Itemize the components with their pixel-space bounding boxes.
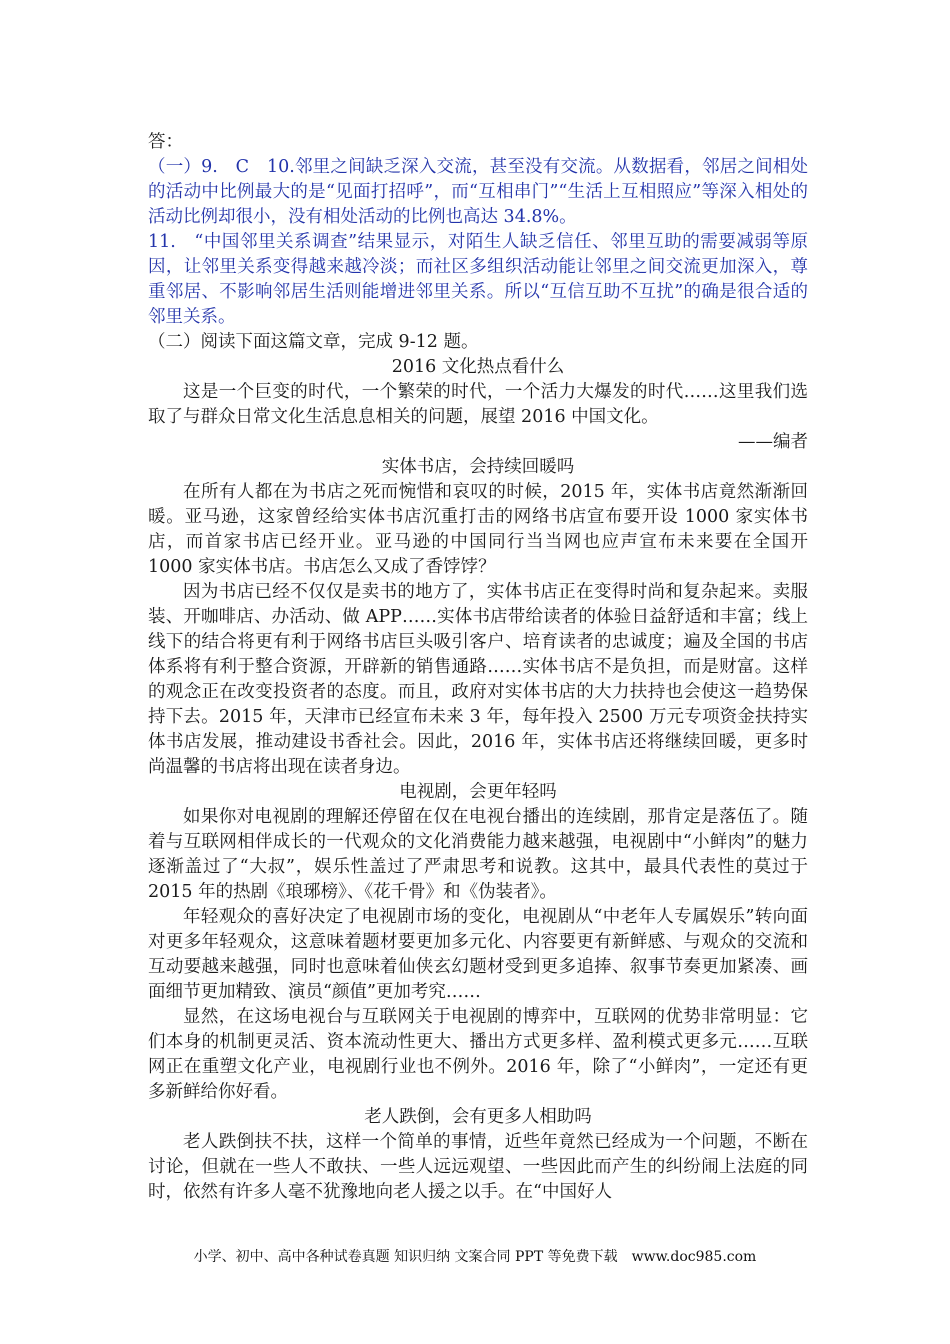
heading-elderly: 老人跌倒，会有更多人相助吗 bbox=[364, 1107, 592, 1127]
bookstore-paragraph-2: 因为书店已经不仅仅是卖书的地方了，实体书店正在变得时尚和复杂起来。卖服装、开咖啡店、办活动、做 APP……实体书店带给读者的体验日益舒适和丰富；线上线下的结合将更有利于网络书店巨头吸引客户、培育读者的忠诚度；遍及全国的书店体系将有利于整合资源，开辟新的销售通路……实体书店不是负担，而是财富。这样的观念正在改变投资者的态度。而且，政府对实体书店的大力扶持也会使这一趋势保持下去。2015 年，天津市已经宣布未来 3 年，每年投入 2500 万元专项资金扶持实体书店发展，推动建设书香社会。因此，2016 年，实体书店还将继续回暖，更多时尚温馨的书店将出现在读者身边。 bbox=[148, 582, 808, 777]
document-page bbox=[148, 130, 808, 1205]
heading-tv: 电视剧，会更年轻吗 bbox=[399, 782, 557, 802]
tv-paragraph-1: 如果你对电视剧的理解还停留在仅在电视台播出的连续剧，那肯定是落伍了。随着与互联网相伴成长的一代观众的文化消费能力越来越强，电视剧中“小鲜肉”的魅力逐渐盖过了“大叔”，娱乐性盖过了严肃思考和说教。这其中，最具代表性的莫过于 2015 年的热剧《琅琊榜》、《花千骨》和《伪装者》。 bbox=[148, 807, 808, 902]
article-title: 2016 文化热点看什么 bbox=[391, 357, 565, 377]
elderly-paragraph-1: 老人跌倒扶不扶，这样一个简单的事情，近些年竟然已经成为一个问题，不断在讨论，但就在一些人不敢扶、一些人远远观望、一些因此而产生的纠纷闹上法庭的同时，依然有许多人毫不犹豫地向老人援之以手。在“中国好人 bbox=[148, 1132, 808, 1202]
tv-paragraph-3: 显然，在这场电视台与互联网关于电视剧的博弈中，互联网的优势非常明显：它们本身的机制更灵活、资本流动性更大、播出方式更多样、盈利模式更多元……互联网正在重塑文化产业，电视剧行业也不例外。2016 年，除了“小鲜肉”，一定还有更多新鲜给你好看。 bbox=[148, 1007, 808, 1102]
article-preface: 这是一个巨变的时代，一个繁荣的时代，一个活力大爆发的时代……这里我们选取了与群众日常文化生活息息相关的问题，展望 2016 中国文化。 bbox=[148, 382, 808, 427]
section-intro: （二）阅读下面这篇文章，完成 9-12 题。 bbox=[148, 332, 479, 352]
answer-line-1: （一）9. C 10.邻里之间缺乏深入交流，甚至没有交流。从数据看，邻居之间相处的活动中比例最大的是“见面打招呼”，而“互相串门”“生活上互相照应”等深入相处的活动比例却很小，没有相处活动的比例也高达 34.8%。 bbox=[148, 157, 808, 227]
answer-line-2: 11. “中国邻里关系调查”结果显示，对陌生人缺乏信任、邻里互助的需要减弱等原因，让邻里关系变得越来越冷淡；而社区多组织活动能让邻里之间交流更加深入，尊重邻居、不影响邻居生活则能增进邻里关系。所以“互信互助不互扰”的确是很合适的邻里关系。 bbox=[148, 232, 808, 327]
heading-bookstore: 实体书店，会持续回暖吗 bbox=[381, 457, 575, 477]
article-editor: ——编者 bbox=[738, 432, 808, 452]
page-footer: 小学、初中、高中各种试卷真题 知识归纳 文案合同 PPT 等免费下载 www.doc985.com bbox=[193, 1249, 757, 1265]
answer-label: 答： bbox=[148, 132, 183, 152]
tv-paragraph-2: 年轻观众的喜好决定了电视剧市场的变化，电视剧从“中老年人专属娱乐”转向面对更多年轻观众，这意味着题材要更加多元化、内容要更有新鲜感、与观众的交流和互动要越来越强，同时也意味着仙侠玄幻题材受到更多追捧、叙事节奏更加紧凑、画面细节更加精致、演员“颜值”更加考究…… bbox=[148, 907, 808, 1002]
bookstore-paragraph-1: 在所有人都在为书店之死而惋惜和哀叹的时候，2015 年，实体书店竟然渐渐回暖。亚马逊，这家曾经给实体书店沉重打击的网络书店宣布要开设 1000 家实体书店，而首家书店已经开业。亚马逊的中国同行当当网也应声宣布未来要在全国开 1000 家实体书店。书店怎么又成了香饽饽？ bbox=[148, 482, 808, 577]
